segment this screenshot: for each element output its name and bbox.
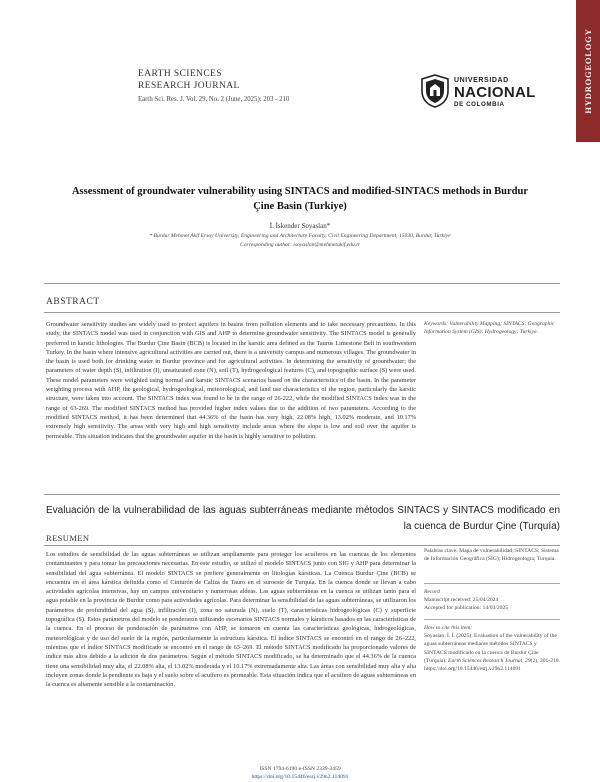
doi-link[interactable]: https://doi.org/10.15446/esrj.v29n2.114091: [251, 773, 349, 780]
journal-name-line2: RESEARCH JOURNAL: [138, 81, 240, 91]
article-author: İ. İskender Soyaslan*: [269, 222, 331, 230]
logo-line1: UNIVERSIDAD: [454, 77, 509, 84]
record-heading: Record: [424, 589, 440, 595]
journal-header: [138, 68, 338, 106]
citation-part2: (2), 201-210. https://doi.org/10.15446/esrj.v29n2.114091: [424, 657, 561, 673]
divider: [44, 545, 560, 546]
section-label: HYDROGEOLOGY: [583, 28, 593, 114]
divider: [44, 312, 560, 313]
abstract-body: Groundwater sensitivity studies are widely used to protect aquifers in basins from pollution elements and to take necessary precautions. In this study, the SINTACS model was used in conjunction with GIS and AHP to determine groundwater sensitivity. The SINTACS model is generally preferred in karstic lithologies. The Burdur Çine Basin (BCB) is located in the karstic area defined as the Taurus Limestone Belt in southwestern Turkey. In the basin where intensive agricultural activities are carried out, there is a university campus and numerous villages. The groundwater in the basin is used both for drinking water in Burdur province and for agricultural activities. In determining the sensitivity of groundwater; the parameters of water depth (S), infiltration (I), unsaturated zone (N), soil (T), hydrogeological features (C), and topographic surface (S) were used. These model parameters were weighted using normal and karstic SINTACS scenarios based on the characteristics of the basin. In the parameter weighting process with AHP, the geological, hydrogeological, meteorological, and land use characteristics of the region, particularly the karstic structure, were taken into account. The SINTACS index was found to be in the range of 26-222, while the modified SINTACS index was in the range of 63-269. The modified SINTACS method has provided higher index values due to the addition of two parameters. According to the modified SINTACS method, it has been determined that 44.36% of the basin has very high, 22.08% high, 13.02% moderate, and 10.17% extremely high sensitivity. The areas with very high and high sensitivity include areas where the slope is low and soil over the aquifer is permeable. This situation indicates that the groundwater aquifer in the basin is highly sensitive to pollution.: [46, 321, 416, 440]
resumen-heading: RESUMEN: [46, 533, 90, 543]
university-seal-icon: [420, 74, 450, 108]
record-block: [424, 588, 560, 613]
author-affiliation: * Burdur Mehmet Akif Ersoy University, Engineering and Architecture Faculty, Civil Engineering Department, 15030, Burdur, Turkiye: [149, 233, 451, 239]
corresponding-author: Corresponding author: isoyaslan@mehmetakif.edu.tr: [240, 242, 360, 248]
record-accepted: Accepted for publication: 14/03/2025: [424, 605, 509, 612]
spanish-title: Evaluación de la vulnerabilidad de las aguas subterráneas mediante métodos SINTACS y SINTACS modificado en la cuenca de Burdur Çine (Turquía): [46, 505, 560, 532]
logo-line3: DE COLOMBIA: [454, 101, 505, 108]
resumen-body: Los estudios de sensibilidad de las aguas subterráneas se utilizan ampliamente para proteger los acuíferos en las cuencas de los elementos contaminantes y para tomar las precauciones necesarias. En este estudio, se utilizó el modelo SINTACS junto con SIG y AHP para determinar la sensibilidad del agua subterránea. El modelo SINTACS se prefiere generalmente en litologías kársticas. La Cuenca Burdur Çine (BCB) se encuentra en el área kárstica definida como el Cinturón de Caliza de Tauro en el suroeste de Turquía. En la cuenca donde se llevan a cabo actividades agrícolas intensivas, hay un campus universitario y numerosas aldeas. Las aguas subterráneas en la cuenca se utilizan tanto para el agua potable en la provincia de Burdur como para actividades agrícolas. Para determinar la sensibilidad de las aguas subterráneas, se utilizaron los parámetros de profundidad del agua (S), infiltración (I), zona no saturada (N), suelo (T), características hidrogeológicas (C) y superficie topográfica (S). Estos parámetros del modelo se ponderaron utilizando escenarios SINTACS normales y kársticos basados en las características de la cuenca. En el proceso de ponderación de parámetros con AHP, se tomaron en cuenta las características geológicas, hidrogeológicas, meteorológicas y de uso del suelo de la región, particularmente la estructura kárstica. El índice SINTACS se encontró en el rango de 26–222, mientras que el índice SINTACS modificado se encontró en el rango de 63–269. El método SINTACS modificado ha proporcionado valores de índice más altos debido a la adición de dos parámetros. Según el método SINTACS modificado, se ha determinado que el 44.36% de la cuenca tiene una sensibilidad muy alta, el 22.08% alta, el 13.02% moderada y el 10.17% extremadamente alta. Las áreas con sensibilidad muy alta y alta incluyen zonas donde la pendiente es baja y el suelo sobre el acuífero es permeable. Esta situación indica que el acuífero de aguas subterráneas en la cuenca es altamente sensible a la contaminación.: [46, 551, 416, 689]
journal-name-line1: EARTH SCIENCES: [138, 69, 222, 79]
page-footer: [0, 766, 600, 781]
divider: [424, 583, 560, 584]
citation-text: [424, 632, 560, 673]
divider: [424, 619, 560, 620]
section-band: [576, 0, 600, 142]
logo-line2: NACIONAL: [454, 84, 536, 101]
citation-heading: How to cite this item:: [424, 625, 473, 631]
citation-part1: Soyaslan, İ. İ. (2025). Evaluation of the vulnerability of the aguas subterráneas mediante métodos SINTACS y SINTACS modificado en la cuenca de Burdur Çine (Turquía).: [424, 633, 557, 664]
university-logo[interactable]: [420, 74, 570, 114]
issn-line: ISSN 1794-6190 e-ISSN 2339-3459: [259, 766, 341, 772]
citation-block: [424, 624, 560, 673]
resumen-keywords: Palabras clave: Mapa de vulnerabilidad; SINTACS; Sistema de Información Geográfica (SIG); Hidrogeología; Turquía.: [424, 548, 559, 563]
divider: [44, 283, 560, 284]
article-title: Assessment of groundwater vulnerability using SINTACS and modified-SINTACS methods in Burdur Çine Basin (Turkiye): [71, 186, 529, 212]
journal-citation: Earth Sci. Res. J. Vol. 29, No. 2 (June, 2025): 203 - 210: [138, 96, 290, 103]
citation-journal: Earth Sciences Research Journal, 29: [448, 657, 531, 664]
divider: [44, 494, 560, 495]
abstract-heading: ABSTRACT: [46, 297, 100, 307]
record-received: Manuscript received: 25/04/2024: [424, 597, 499, 604]
abstract-keywords: Keywords: Vulnerability Mapping; SINTACS; Geographic Information System (GIS); Hydrogeology; Turkiye.: [424, 321, 555, 336]
